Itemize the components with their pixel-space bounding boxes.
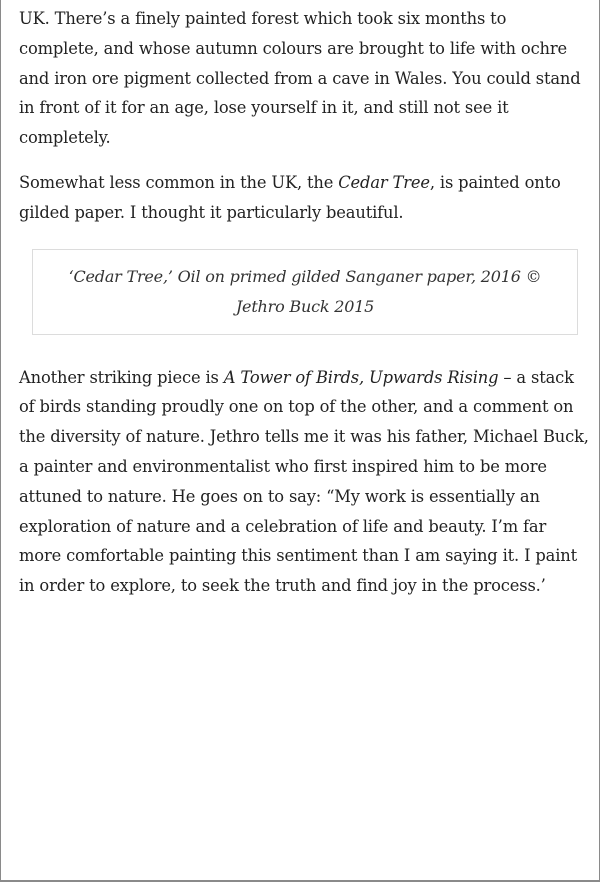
paragraph-cedar-tree (19, 168, 589, 228)
paragraph-tower-text-end: – a stack of birds standing proudly one on top of the other, and a comment on the diversity of nature. Jethro tells me it was his father, Michael Buck, a painter and environmentalist who first inspired him to be more attuned to nature. He goes on to say: “My work is essentially an exploration of nature and a celebration of life and beauty. I’m far more comfortable painting this sentiment than I am saying it. I paint in order to explore, to seek the truth and find joy in the process.’ (19, 367, 589, 596)
caption-gap-top (19, 228, 589, 249)
paragraph-forest: UK. There’s a finely painted forest which took six months to complete, and whose autumn colours are brought to life with ochre and iron ore pigment collected from a cave in Wales. You could stand in front of it for an age, lose yourself in it, and still not see it completely. (19, 9, 581, 148)
artwork-title-tower-of-birds: A Tower of Birds, Upwards Rising (223, 367, 499, 387)
paragraph-tower-text-start: Another striking piece is (19, 367, 224, 387)
paragraph-cedar-tree-text-end: , is painted onto gilded paper. I thought it particularly beautiful. (19, 172, 561, 222)
image-caption-text: ‘Cedar Tree,’ Oil on primed gilded Sanganer paper, 2016 © Jethro Buck 2015 (68, 266, 542, 316)
paragraph-tower-of-birds (19, 363, 589, 601)
image-caption (32, 249, 578, 335)
paragraph-gap (19, 153, 589, 168)
artwork-title-cedar-tree: Cedar Tree (338, 172, 430, 192)
caption-gap-bottom (19, 335, 589, 363)
paragraph-cedar-tree-text-start: Somewhat less common in the UK, the (19, 172, 339, 192)
article-body (19, 4, 589, 601)
